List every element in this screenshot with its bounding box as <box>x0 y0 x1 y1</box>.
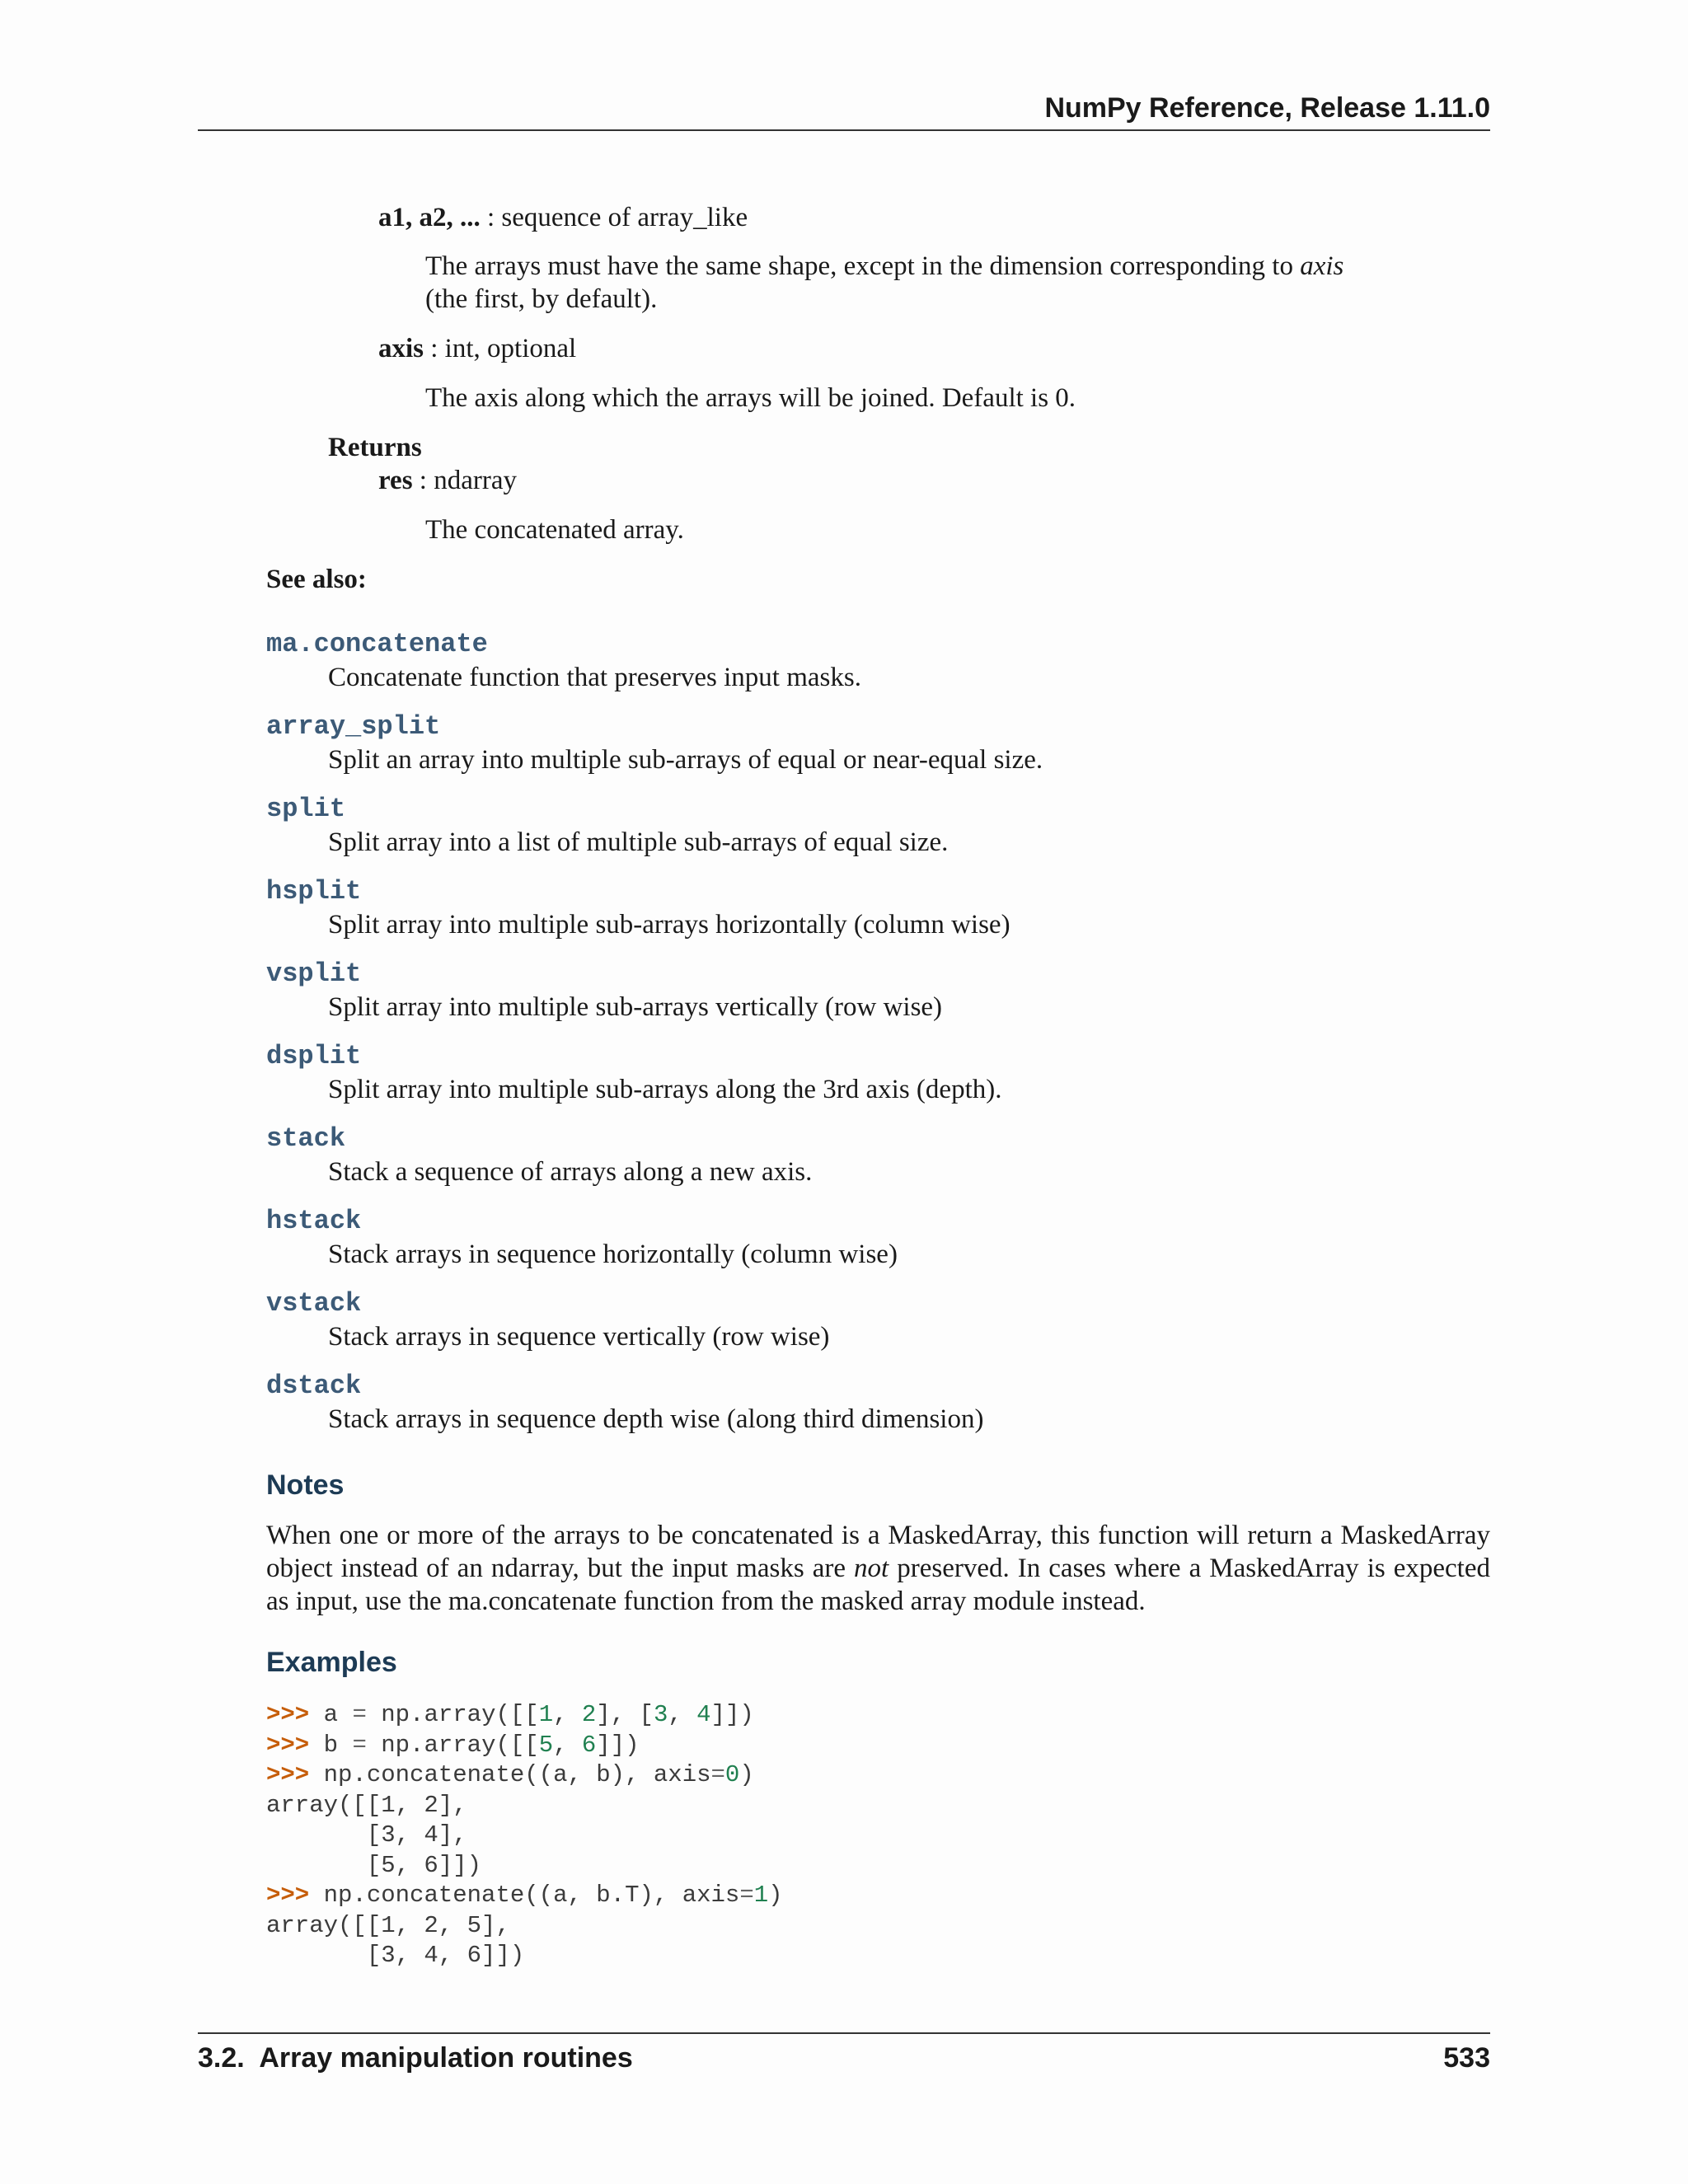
see-also-link[interactable]: dsplit <box>266 1041 362 1071</box>
code-token: = <box>352 1701 367 1728</box>
code-token: 4 <box>696 1701 711 1728</box>
notes-text-not: not <box>854 1554 889 1583</box>
param-a-description <box>425 250 1383 283</box>
code-token: ]]) <box>596 1731 640 1759</box>
param-a-desc-text: The arrays must have the same shape, except in the dimension corresponding to <box>425 251 1301 281</box>
code-token: 3 <box>653 1701 668 1728</box>
code-prompt: >>> <box>266 1761 324 1788</box>
code-line <box>266 1731 783 1761</box>
see-also-description: Split array into multiple sub-arrays along the 3rd axis (depth). <box>328 1075 1002 1104</box>
code-line <box>266 1700 783 1731</box>
footer-section-title: 3.2. Array manipulation routines <box>198 2042 633 2074</box>
code-token: = <box>710 1761 725 1788</box>
see-also-description: Split an array into multiple sub-arrays of equal or near-equal size. <box>328 745 1043 775</box>
see-also-description: Stack arrays in sequence depth wise (along third dimension) <box>328 1404 984 1434</box>
code-token: ], [ <box>596 1701 654 1728</box>
code-token: b <box>323 1731 353 1759</box>
code-token: = <box>739 1882 754 1909</box>
param-a-desc-axis: axis <box>1300 251 1344 281</box>
page-number: 533 <box>1443 2042 1490 2074</box>
code-prompt: >>> <box>266 1701 324 1728</box>
code-token: np.concatenate((a, b), axis <box>323 1761 711 1788</box>
see-also-link[interactable]: vsplit <box>266 958 362 989</box>
code-token: = <box>352 1731 367 1759</box>
code-prompt: >>> <box>266 1882 324 1909</box>
see-also-link[interactable]: hstack <box>266 1206 362 1236</box>
code-line <box>266 1821 783 1851</box>
code-line <box>266 1851 783 1882</box>
code-token: ]]) <box>710 1701 754 1728</box>
code-token: 5 <box>538 1731 554 1759</box>
code-line <box>266 1911 783 1942</box>
code-token: , <box>668 1701 697 1728</box>
param-a <box>378 201 748 234</box>
code-example-block <box>266 1700 783 1971</box>
see-also-description: Concatenate function that preserves input masks. <box>328 663 861 692</box>
code-token: ) <box>768 1882 783 1909</box>
see-also-description: Split array into a list of multiple sub-arrays of equal size. <box>328 827 949 857</box>
see-also-link[interactable]: stack <box>266 1123 346 1154</box>
see-also-description: Stack arrays in sequence horizontally (column wise) <box>328 1240 898 1269</box>
notes-heading: Notes <box>266 1469 345 1501</box>
see-also-heading: See also: <box>266 565 367 594</box>
code-token: np.array([[ <box>366 1731 539 1759</box>
code-token: , <box>553 1731 582 1759</box>
code-token: 6 <box>581 1731 597 1759</box>
see-also-link[interactable]: array_split <box>266 711 441 742</box>
param-a-type: : sequence of array_like <box>480 203 748 232</box>
code-token: 1 <box>538 1701 554 1728</box>
code-line <box>266 1941 783 1971</box>
code-token: 1 <box>753 1882 769 1909</box>
see-also-description: Split array into multiple sub-arrays horizontally (column wise) <box>328 910 1010 940</box>
param-axis-type: : int, optional <box>424 334 577 363</box>
code-token: array([[1, 2], <box>266 1791 467 1819</box>
code-token: 0 <box>724 1761 740 1788</box>
code-token: [3, 4], <box>266 1821 467 1849</box>
param-axis-name: axis <box>378 334 424 363</box>
examples-heading: Examples <box>266 1647 397 1678</box>
notes-text-2: preserved. In cases where a MaskedArray is expected as input, use the ma.concatenate function from the masked array module instead. <box>266 1554 1491 1616</box>
see-also-link[interactable]: dstack <box>266 1371 362 1401</box>
code-token: , <box>553 1701 582 1728</box>
see-also-link[interactable]: split <box>266 794 346 824</box>
code-prompt: >>> <box>266 1731 324 1759</box>
see-also-link[interactable]: vstack <box>266 1288 362 1319</box>
code-token: a <box>323 1701 353 1728</box>
see-also-description: Split array into multiple sub-arrays vertically (row wise) <box>328 992 943 1022</box>
param-axis <box>378 332 576 365</box>
running-header: NumPy Reference, Release 1.11.0 <box>1044 92 1490 124</box>
code-token: np.array([[ <box>366 1701 539 1728</box>
code-token: [5, 6]]) <box>266 1851 482 1879</box>
header-rule <box>198 129 1490 131</box>
code-token: 2 <box>581 1701 597 1728</box>
see-also-description: Stack a sequence of arrays along a new axis. <box>328 1157 813 1187</box>
code-token: ) <box>739 1761 754 1788</box>
return-res <box>378 464 517 497</box>
see-also-link[interactable]: hsplit <box>266 876 362 907</box>
returns-heading: Returns <box>328 433 422 462</box>
return-res-name: res <box>378 466 413 495</box>
return-res-description: The concatenated array. <box>425 515 684 545</box>
code-line <box>266 1760 783 1791</box>
param-a-desc-continued: (the first, by default). <box>425 284 658 314</box>
see-also-description: Stack arrays in sequence vertically (row wise) <box>328 1322 830 1352</box>
notes-paragraph <box>266 1519 1490 1618</box>
param-a-name: a1, a2, ... <box>378 203 481 232</box>
code-line <box>266 1791 783 1821</box>
param-axis-description: The axis along which the arrays will be joined. Default is 0. <box>425 383 1076 413</box>
notes-text-1: When one or more of the arrays to be concatenated is a MaskedArray, this function will return a MaskedArray object instead of an ndarray, but the input masks are <box>266 1521 1490 1583</box>
code-token: array([[1, 2, 5], <box>266 1911 510 1939</box>
return-res-type: : ndarray <box>412 466 517 495</box>
footer-rule <box>198 2032 1490 2034</box>
code-line <box>266 1881 783 1911</box>
code-token: np.concatenate((a, b.T), axis <box>323 1882 740 1909</box>
code-token: [3, 4, 6]]) <box>266 1942 525 1969</box>
see-also-link[interactable]: ma.concatenate <box>266 629 488 659</box>
